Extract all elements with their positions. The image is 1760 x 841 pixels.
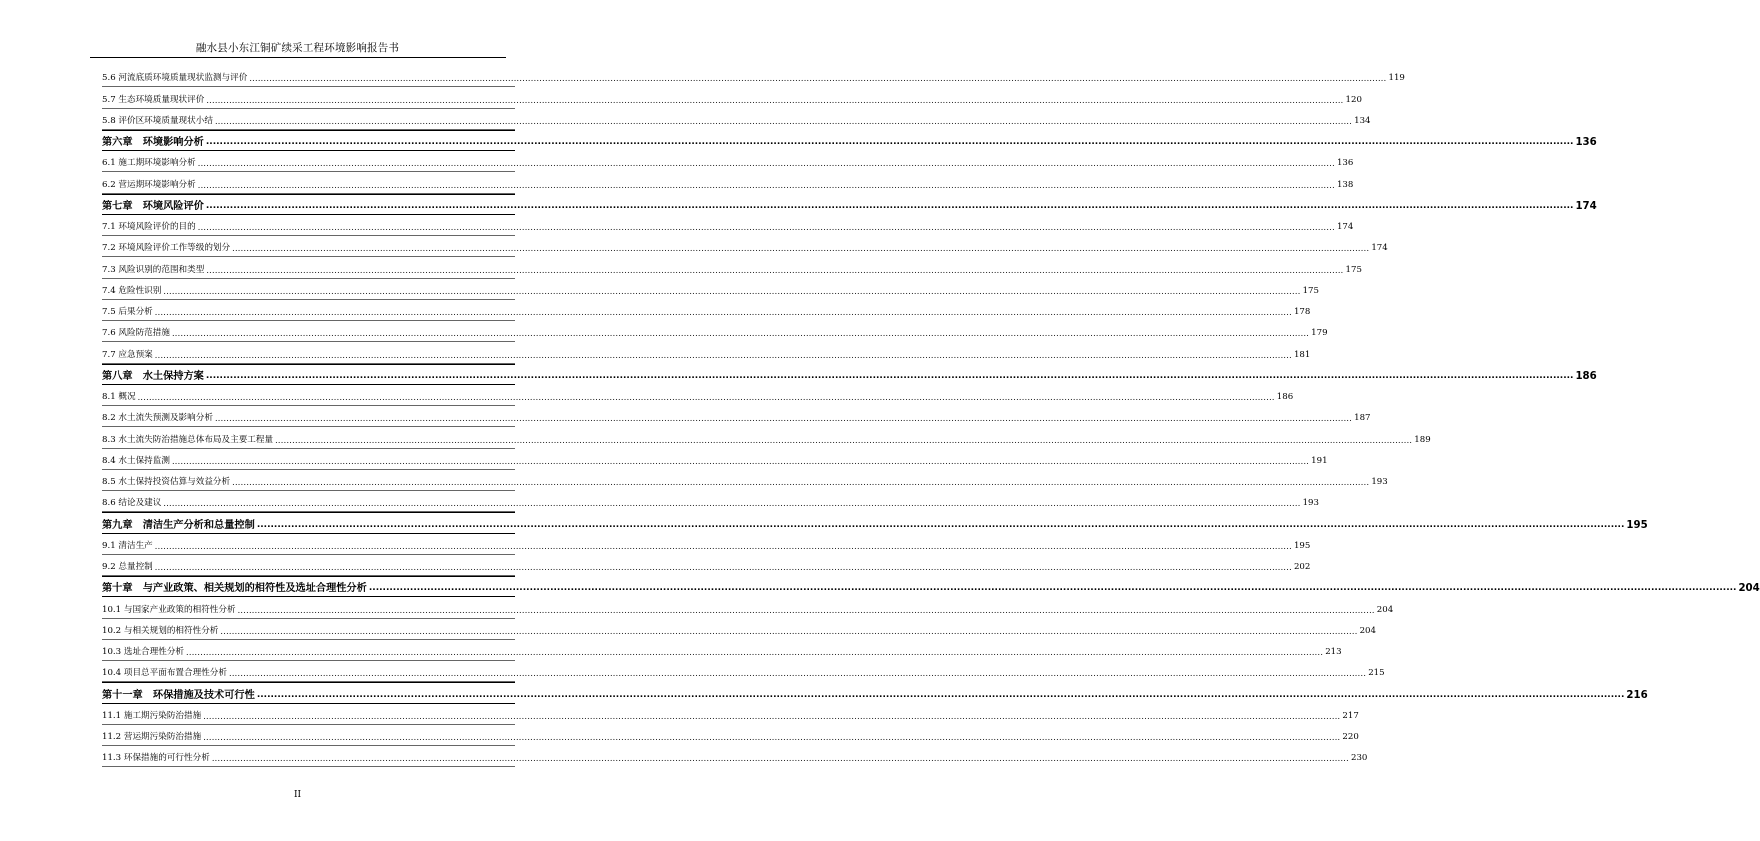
toc-entry-title: 第六章 环境影响分析 <box>102 137 204 148</box>
toc-entry-page: 193 <box>1371 477 1388 487</box>
dot-leader: ................................................................................................................................................................................................................................................................................................................................................................................................................ <box>154 350 1292 360</box>
dot-leader: ................................................................................................................................................................................................................................................................................................................................................................................................................ <box>214 414 1353 424</box>
toc-entry-page: 213 <box>1325 647 1342 657</box>
toc-chapter-entry[interactable] <box>102 194 1597 215</box>
toc-entry-page: 134 <box>1354 115 1371 126</box>
toc-section-entry[interactable] <box>102 109 1371 130</box>
dot-leader: ................................................................................................................................................................................................................................................................................................................................................................................................................ <box>186 648 1324 657</box>
toc-entry-title: 9.2 总量控制 <box>102 562 153 572</box>
dot-leader: ................................................................................................................................................................................................................................................................................................................................................................................................................ <box>232 244 1370 254</box>
toc-entry-title: 8.6 结论及建议 <box>102 498 162 509</box>
dot-leader: ................................................................................................................................................................................................................................................................................................................................................................................................................ <box>229 669 1367 679</box>
dot-leader: ................................................................................................................................................................................................................................................................................................................................................................................................................ <box>171 329 1310 339</box>
toc-entry-page: 175 <box>1345 264 1362 275</box>
toc-entry-title: 7.5 后果分析 <box>102 307 153 317</box>
toc-entry-title: 8.1 概况 <box>102 392 136 402</box>
toc-entry-title: 第十章 与产业政策、相关规划的相符性及选址合理性分析 <box>102 583 367 595</box>
toc-entry-page: 204 <box>1738 583 1760 595</box>
toc-section-entry[interactable] <box>102 597 1394 618</box>
toc-section-entry[interactable] <box>102 321 1328 342</box>
toc-entry-page: 202 <box>1293 562 1311 572</box>
dot-leader: ................................................................................................................................................................................................................................................................................................................................................................................................................ <box>205 200 1574 211</box>
toc-entry-page: 191 <box>1311 455 1328 466</box>
toc-section-entry[interactable] <box>102 661 1385 682</box>
toc-entry-title: 7.1 环境风险评价的目的 <box>102 222 196 232</box>
toc-section-entry[interactable] <box>102 449 1328 470</box>
toc-section-entry[interactable] <box>102 236 1388 257</box>
table-of-contents <box>102 66 1760 767</box>
toc-section-entry[interactable] <box>102 491 1319 512</box>
dot-leader: ................................................................................................................................................................................................................................................................................................................................................................................................................ <box>203 733 1341 742</box>
dot-leader: ................................................................................................................................................................................................................................................................................................................................................................................................................ <box>154 563 1292 572</box>
toc-entry-page: 220 <box>1342 732 1359 742</box>
toc-entry-page: 186 <box>1575 370 1597 382</box>
toc-section-entry[interactable] <box>102 66 1405 87</box>
dot-leader: ................................................................................................................................................................................................................................................................................................................................................................................................................ <box>206 95 1344 105</box>
toc-entry-page: 138 <box>1336 179 1354 190</box>
toc-section-entry[interactable] <box>102 300 1311 321</box>
dot-leader: ................................................................................................................................................................................................................................................................................................................................................................................................................ <box>205 137 1574 147</box>
toc-entry-title: 7.3 风险识别的范围和类型 <box>102 264 205 275</box>
dot-leader: ................................................................................................................................................................................................................................................................................................................................................................................................................ <box>197 180 1335 190</box>
dot-leader: ................................................................................................................................................................................................................................................................................................................................................................................................................ <box>211 754 1349 764</box>
dot-leader: ................................................................................................................................................................................................................................................................................................................................................................................................................ <box>256 519 1625 530</box>
toc-entry-page: 217 <box>1342 710 1359 721</box>
toc-entry-title: 11.3 环保措施的可行性分析 <box>102 753 210 764</box>
toc-section-entry[interactable] <box>102 704 1359 725</box>
toc-section-entry[interactable] <box>102 427 1431 448</box>
dot-leader: ................................................................................................................................................................................................................................................................................................................................................................................................................ <box>137 393 1275 402</box>
toc-section-entry[interactable] <box>102 555 1311 576</box>
toc-entry-title: 11.1 施工期污染防治措施 <box>102 710 202 721</box>
toc-entry-title: 6.1 施工期环境影响分析 <box>102 158 196 169</box>
toc-entry-title: 6.2 营运期环境影响分析 <box>102 179 196 190</box>
toc-entry-title: 8.4 水土保持监测 <box>102 455 170 466</box>
toc-section-entry[interactable] <box>102 619 1376 640</box>
dot-leader: ................................................................................................................................................................................................................................................................................................................................................................................................................ <box>232 478 1370 487</box>
toc-entry-title: 第九章 清洁生产分析和总量控制 <box>102 519 255 531</box>
toc-entry-title: 7.6 风险防范措施 <box>102 328 170 339</box>
toc-entry-page: 204 <box>1359 625 1376 636</box>
dot-leader: ................................................................................................................................................................................................................................................................................................................................................................................................................ <box>220 626 1358 636</box>
toc-entry-title: 10.4 项目总平面布置合理性分析 <box>102 668 227 679</box>
toc-section-entry[interactable] <box>102 151 1354 172</box>
toc-entry-page: 174 <box>1336 222 1354 232</box>
toc-entry-page: 174 <box>1371 243 1388 254</box>
toc-section-entry[interactable] <box>102 342 1311 363</box>
dot-leader: ................................................................................................................................................................................................................................................................................................................................................................................................................ <box>154 541 1292 551</box>
toc-section-entry[interactable] <box>102 257 1362 278</box>
toc-entry-title: 8.2 水土流失预测及影响分析 <box>102 413 213 424</box>
page-number: II <box>293 790 302 800</box>
dot-leader: ................................................................................................................................................................................................................................................................................................................................................................................................................ <box>205 370 1574 381</box>
toc-entry-page: 195 <box>1293 540 1311 551</box>
dot-leader: ................................................................................................................................................................................................................................................................................................................................................................................................................ <box>237 605 1375 615</box>
toc-entry-title: 8.5 水土保持投资估算与效益分析 <box>102 477 231 487</box>
toc-entry-page: 193 <box>1302 498 1319 509</box>
toc-entry-page: 187 <box>1354 413 1371 424</box>
toc-entry-page: 136 <box>1575 137 1597 148</box>
running-header: 融水县小东江铜矿续采工程环境影响报告书 <box>195 42 400 54</box>
toc-section-entry[interactable] <box>102 534 1311 555</box>
toc-section-entry[interactable] <box>102 470 1388 491</box>
toc-entry-title: 9.1 清洁生产 <box>102 540 153 551</box>
toc-section-entry[interactable] <box>102 640 1342 661</box>
toc-entry-title: 10.3 选址合理性分析 <box>102 647 185 657</box>
toc-chapter-entry[interactable] <box>102 512 1648 533</box>
dot-leader: ................................................................................................................................................................................................................................................................................................................................................................................................................ <box>206 265 1344 275</box>
toc-entry-title: 7.7 应急预案 <box>102 349 153 360</box>
toc-entry-page: 178 <box>1293 307 1311 317</box>
dot-leader: ................................................................................................................................................................................................................................................................................................................................................................................................................ <box>197 159 1335 169</box>
dot-leader: ................................................................................................................................................................................................................................................................................................................................................................................................................ <box>256 689 1625 700</box>
dot-leader: ................................................................................................................................................................................................................................................................................................................................................................................................................ <box>154 308 1292 317</box>
toc-entry-title: 第十一章 环保措施及技术可行性 <box>102 689 255 701</box>
toc-entry-title: 10.2 与相关规划的相符性分析 <box>102 625 219 636</box>
toc-entry-title: 第七章 环境风险评价 <box>102 200 204 212</box>
toc-entry-page: 179 <box>1311 328 1328 339</box>
toc-entry-page: 181 <box>1293 349 1311 360</box>
toc-section-entry[interactable] <box>102 172 1354 193</box>
toc-entry-title: 7.4 危险性识别 <box>102 285 162 296</box>
toc-entry-page: 204 <box>1376 604 1394 615</box>
toc-entry-page: 230 <box>1351 753 1368 764</box>
dot-leader: ................................................................................................................................................................................................................................................................................................................................................................................................................ <box>275 435 1413 445</box>
toc-entry-page: 120 <box>1345 94 1362 105</box>
toc-entry-page: 174 <box>1575 200 1597 212</box>
dot-leader: ................................................................................................................................................................................................................................................................................................................................................................................................................ <box>197 223 1335 232</box>
toc-section-entry[interactable] <box>102 215 1354 236</box>
toc-entry-title: 5.8 评价区环境质量现状小结 <box>102 115 213 126</box>
dot-leader: ................................................................................................................................................................................................................................................................................................................................................................................................................ <box>214 116 1353 126</box>
toc-entry-page: 216 <box>1626 689 1648 701</box>
toc-entry-title: 5.6 河流底质环境质量现状监测与评价 <box>102 73 248 84</box>
toc-chapter-entry[interactable] <box>102 576 1760 597</box>
toc-entry-title: 第八章 水土保持方案 <box>102 370 204 382</box>
toc-section-entry[interactable] <box>102 279 1319 300</box>
dot-leader: ................................................................................................................................................................................................................................................................................................................................................................................................................ <box>171 456 1310 466</box>
toc-chapter-entry[interactable] <box>102 130 1597 151</box>
toc-entry-page: 189 <box>1414 434 1431 445</box>
dot-leader: ................................................................................................................................................................................................................................................................................................................................................................................................................ <box>368 583 1737 594</box>
toc-entry-page: 119 <box>1388 73 1405 84</box>
toc-entry-page: 215 <box>1368 668 1385 679</box>
toc-entry-title: 10.1 与国家产业政策的相符性分析 <box>102 604 236 615</box>
toc-entry-title: 5.7 生态环境质量现状评价 <box>102 94 205 105</box>
toc-chapter-entry[interactable] <box>102 364 1597 385</box>
toc-entry-title: 8.3 水土流失防治措施总体布局及主要工程量 <box>102 434 274 445</box>
toc-section-entry[interactable] <box>102 725 1359 746</box>
toc-section-entry[interactable] <box>102 406 1371 427</box>
toc-section-entry[interactable] <box>102 746 1368 767</box>
toc-chapter-entry[interactable] <box>102 682 1648 703</box>
dot-leader: ................................................................................................................................................................................................................................................................................................................................................................................................................ <box>163 499 1301 509</box>
toc-entry-title: 11.2 营运期污染防治措施 <box>102 732 202 742</box>
toc-entry-title: 7.2 环境风险评价工作等级的划分 <box>102 243 231 254</box>
dot-leader: ................................................................................................................................................................................................................................................................................................................................................................................................................ <box>163 286 1301 296</box>
toc-entry-page: 136 <box>1336 158 1354 169</box>
toc-entry-page: 175 <box>1302 285 1319 296</box>
dot-leader: ................................................................................................................................................................................................................................................................................................................................................................................................................ <box>249 74 1387 84</box>
header-rule <box>90 57 506 58</box>
toc-section-entry[interactable] <box>102 87 1362 108</box>
toc-entry-page: 186 <box>1276 392 1294 402</box>
toc-entry-page: 195 <box>1626 519 1648 531</box>
toc-section-entry[interactable] <box>102 385 1294 406</box>
dot-leader: ................................................................................................................................................................................................................................................................................................................................................................................................................ <box>203 711 1341 721</box>
